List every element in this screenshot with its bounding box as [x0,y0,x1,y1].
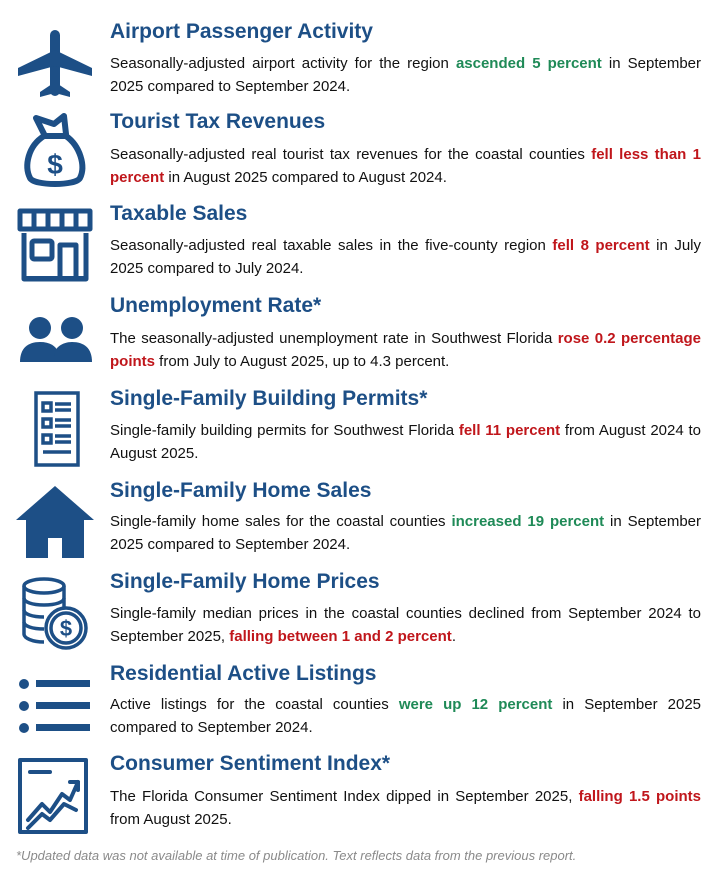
indicator-title: Residential Active Listings [110,662,377,685]
indicator-title: Single-Family Building Permits* [110,387,428,410]
indicator-description: The seasonally-adjusted unemployment rate in Southwest Florida rose 0.2 percentage points from July to August 2025, up to 4.3 percent. [110,330,701,370]
trend-highlight: fell 11 percent [458,422,561,439]
indicator-title: Consumer Sentiment Index* [110,752,391,775]
trend-highlight: ascended 5 percent [455,55,602,72]
people-icon [14,298,96,378]
indicator-description: Seasonally-adjusted airport activity for the region ascended 5 percent in September 2025 compared to September 2024. [110,55,702,95]
indicator-title: Tourist Tax Revenues [110,110,326,133]
indicator-title: Airport Passenger Activity [110,20,373,43]
indicator-title: Single-Family Home Prices [110,570,380,593]
indicator-title: Unemployment Rate* [110,294,322,317]
indicator-description: Single-family building permits for Southwest Florida fell 11 percent from August 2024 to August 2025. [110,422,701,462]
airplane-icon [14,24,96,104]
indicator-title: Single-Family Home Sales [110,479,372,502]
svg-text:$: $ [59,616,73,641]
storefront-icon [14,205,96,285]
trend-highlight: rose 0.2 percentage points [110,330,701,370]
list-icon [14,664,96,744]
indicator-description: Single-family median prices in the coastal counties declined from September 2024 to September 2025, falling between 1 and 2 percent. [110,605,701,645]
svg-text:$: $ [47,149,63,180]
trend-highlight: falling between 1 and 2 percent [229,628,452,645]
indicator-description: Seasonally-adjusted real taxable sales in the five-county region fell 8 percent in July 2025 compared to July 2024. [110,237,701,277]
indicator-description: Active listings for the coastal counties were up 12 percent in September 2025 compared to September 2024. [110,696,702,736]
coins-dollar-icon [14,572,96,652]
footnote: *Updated data was not available at time of publication. Text reflects data from the previous report. [16,848,577,863]
trend-highlight: were up 12 percent [398,696,553,713]
trend-highlight: falling 1.5 points [578,788,701,805]
money-bag-icon [14,112,96,192]
form-document-icon [14,389,96,469]
trend-highlight: fell less than 1 percent [110,146,701,186]
trend-highlight: fell 8 percent [552,237,650,254]
indicator-description: The Florida Consumer Sentiment Index dipped in September 2025, falling 1.5 points from August 2025. [110,788,701,828]
trend-highlight: increased 19 percent [451,513,605,530]
indicator-description: Seasonally-adjusted real tourist tax revenues for the coastal counties fell less than 1 percent in August 2025 compared to August 2024. [110,146,701,186]
trend-chart-icon [14,756,96,836]
indicator-title: Taxable Sales [110,202,248,225]
indicator-description: Single-family home sales for the coastal counties increased 19 percent in September 2025 compared to September 2024. [110,513,702,553]
house-icon [14,482,96,562]
